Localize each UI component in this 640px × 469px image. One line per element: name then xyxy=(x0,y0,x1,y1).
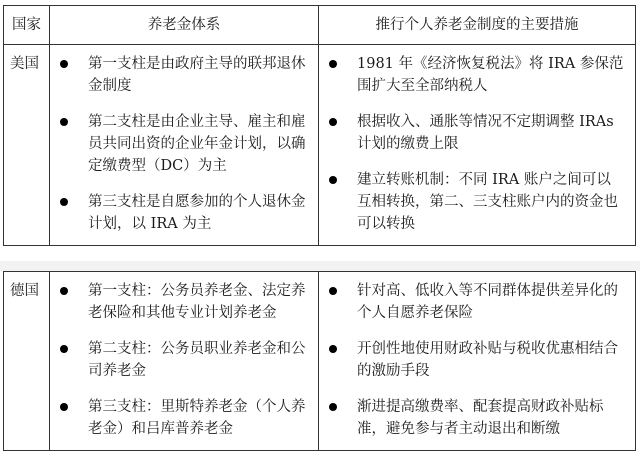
bullet-icon xyxy=(60,287,68,295)
list-item: 开创性地使用财政补贴与税收优惠相结合的激励手段 xyxy=(319,338,625,382)
list-item: 建立转账机制：不同 IRA 账户之间可以互相转换，第二、三支柱账户内的资金也可以转换 xyxy=(319,169,625,235)
table-header-row xyxy=(4,6,636,45)
table-row-germany xyxy=(4,272,636,451)
header-pension-system: 养老金体系 xyxy=(50,6,319,45)
system-cell xyxy=(50,45,319,246)
header-country: 国家 xyxy=(4,6,50,45)
list-item: 第三支柱：里斯特养老金（个人养老金）和吕库普养老金 xyxy=(50,396,308,440)
country-cell: 美国 xyxy=(4,45,50,246)
bullet-icon xyxy=(329,176,337,184)
list-item: 第一支柱是由政府主导的联邦退休金制度 xyxy=(50,53,308,97)
list-item: 第二支柱：公务员职业养老金和公司养老金 xyxy=(50,338,308,382)
bullet-icon xyxy=(60,345,68,353)
system-cell xyxy=(50,272,319,451)
list-item: 根据收入、通胀等情况不定期调整 IRAs 计划的缴费上限 xyxy=(319,111,625,155)
bullet-icon xyxy=(329,118,337,126)
list-item: 针对高、低收入等不同群体提供差异化的个人自愿养老保险 xyxy=(319,280,625,324)
bullet-icon xyxy=(329,345,337,353)
header-main-measures: 推行个人养老金制度的主要措施 xyxy=(319,6,636,45)
pension-table-germany xyxy=(3,271,636,451)
bullet-icon xyxy=(60,403,68,411)
table-row-usa xyxy=(4,45,636,246)
page-break-gap xyxy=(0,261,640,271)
bullet-icon xyxy=(60,118,68,126)
measures-cell xyxy=(319,45,636,246)
pension-table-usa xyxy=(3,5,636,246)
bullet-icon xyxy=(60,198,68,206)
list-item: 第二支柱是由企业主导、雇主和雇员共同出资的企业年金计划，以确定缴费型（DC）为主 xyxy=(50,111,308,177)
bullet-icon xyxy=(329,403,337,411)
country-cell: 德国 xyxy=(4,272,50,451)
list-item: 1981 年《经济恢复税法》将 IRA 参保范围扩大至全部纳税人 xyxy=(319,53,625,97)
measures-cell xyxy=(319,272,636,451)
bullet-icon xyxy=(60,60,68,68)
bullet-icon xyxy=(329,60,337,68)
list-item: 第一支柱：公务员养老金、法定养老保险和其他专业计划养老金 xyxy=(50,280,308,324)
list-item: 第三支柱是自愿参加的个人退休金计划，以 IRA 为主 xyxy=(50,191,308,235)
bullet-icon xyxy=(329,287,337,295)
list-item: 渐进提高缴费率、配套提高财政补贴标准，避免参与者主动退出和断缴 xyxy=(319,396,625,440)
